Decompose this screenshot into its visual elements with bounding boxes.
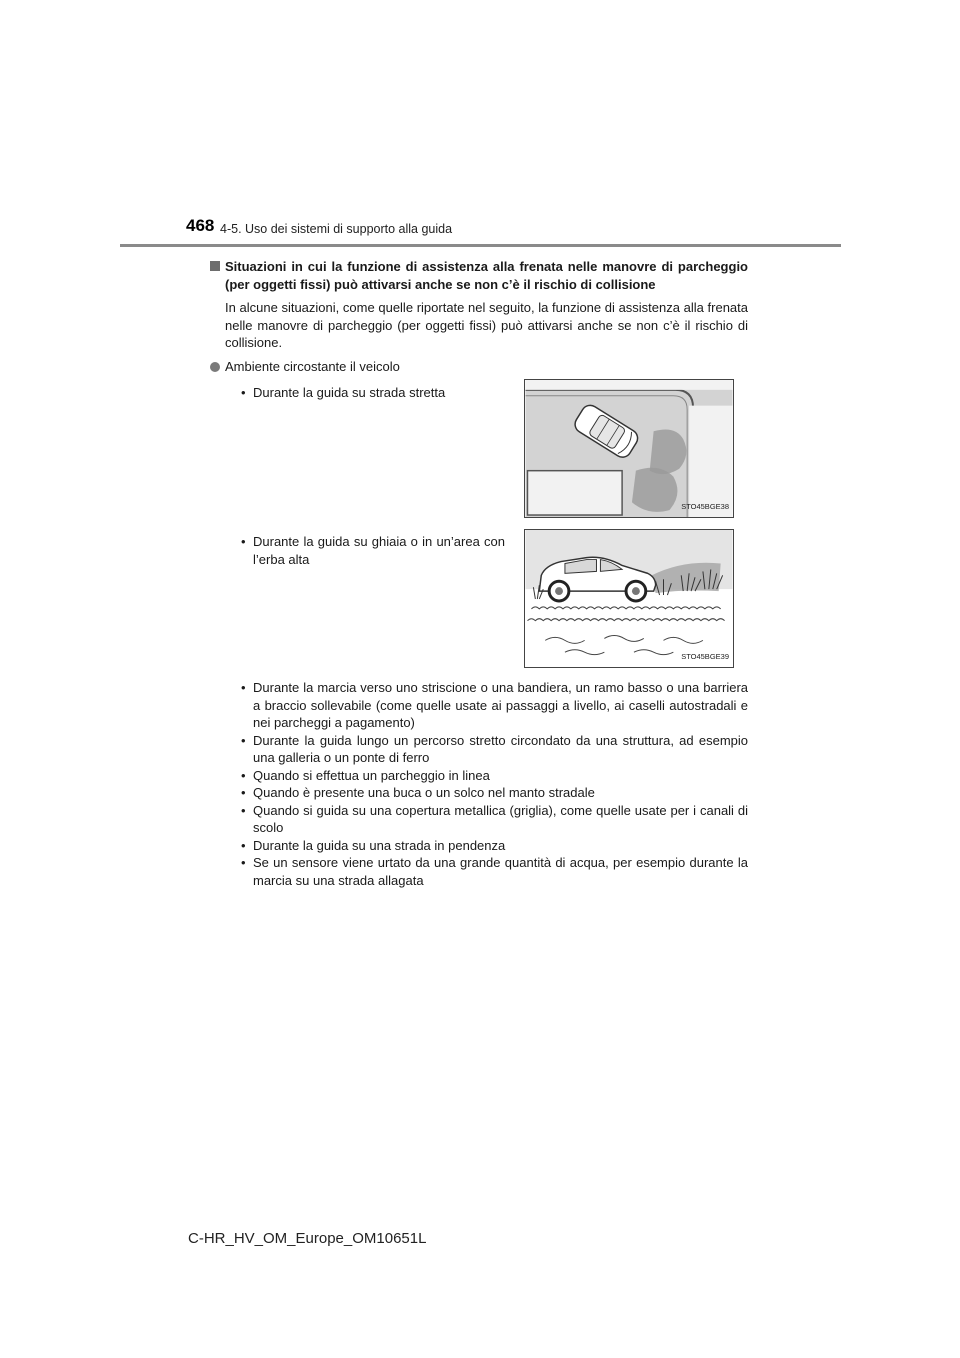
list-item: • Quando si guida su una copertura metallica (griglia), come quelle usate per i canali di scolo xyxy=(241,802,748,835)
list-item: • Durante la guida su strada stretta xyxy=(241,385,446,400)
section-heading xyxy=(210,258,748,293)
circle-list-item xyxy=(210,358,748,376)
section-title: 4-5. Uso dei sistemi di supporto alla guida xyxy=(220,222,453,236)
page-number: 468 xyxy=(186,216,215,235)
heading-text: Situazioni in cui la funzione di assistenza alla frenata nelle manovre di parcheggio (per oggetti fissi) può attivarsi anche se non c’è il rischio di collisione xyxy=(225,259,748,292)
circle-item-text: Ambiente circostante il veicolo xyxy=(225,358,400,374)
illustrated-item-gravel-grass xyxy=(210,529,748,679)
bullet-list xyxy=(235,679,748,889)
list-item: • Se un sensore viene urtato da una grande quantità di acqua, per esempio durante la marcia su una strada allagata xyxy=(241,855,748,888)
page-content xyxy=(210,258,748,889)
footer-document-id: C-HR_HV_OM_Europe_OM10651L xyxy=(188,1230,427,1247)
figure-code: STO45BGE39 xyxy=(681,651,729,661)
list-item: • Quando è presente una buca o un solco nel manto stradale xyxy=(241,785,595,800)
gravel-grass-illustration xyxy=(524,529,734,668)
gravel-grass-drawing xyxy=(525,530,733,667)
header-divider xyxy=(120,244,841,247)
list-item: • Durante la guida su una strada in pendenza xyxy=(241,837,506,853)
narrow-road-drawing xyxy=(525,380,733,517)
list-item: • Durante la guida su ghiaia o in un’area con l’erba alta xyxy=(241,534,505,567)
square-bullet-icon xyxy=(210,261,220,271)
circle-bullet-icon xyxy=(210,362,220,372)
illustrated-item-narrow-road xyxy=(210,379,748,529)
list-item: • Durante la marcia verso uno striscione o una bandiera, un ramo basso o una barriera a braccio sollevabile (come quelle usate ai passaggi a livello, ai caselli autostradali e nei parcheggi a pagamento) xyxy=(241,680,748,730)
intro-paragraph: In alcune situazioni, come quelle riportate nel seguito, la funzione di assistenza alla frenata nelle manovre di parcheggio (per oggetti fissi) può attivarsi anche se non c’è il rischio di collisione. xyxy=(225,300,748,350)
figure-code: STO45BGE38 xyxy=(681,501,729,511)
narrow-road-illustration xyxy=(524,379,734,518)
list-item: • Durante la guida lungo un percorso stretto circondato da una struttura, ad esempio una galleria o un ponte di ferro xyxy=(241,732,748,765)
list-item: • Quando si effettua un parcheggio in linea xyxy=(241,767,490,783)
